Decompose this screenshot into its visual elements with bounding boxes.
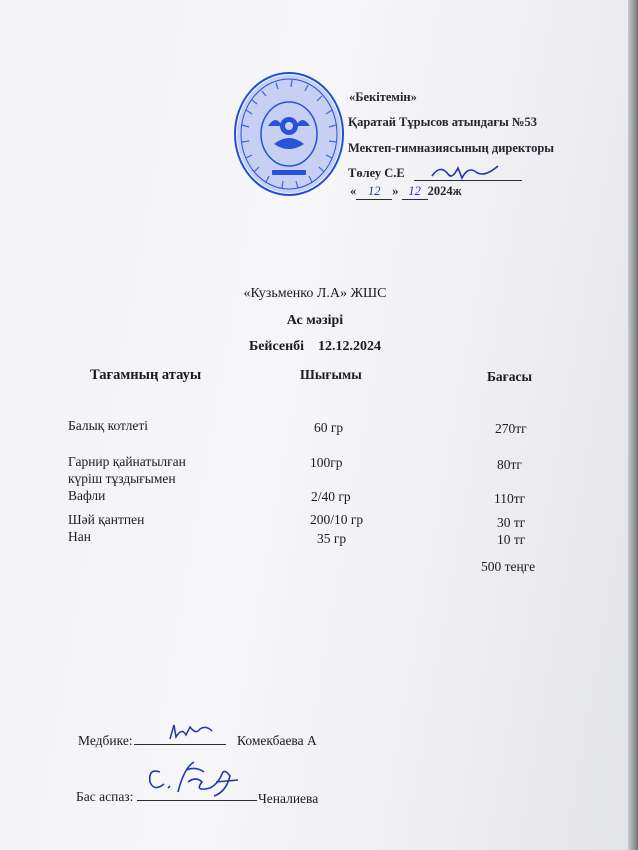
menu-day-date: [0, 339, 630, 355]
date-year: 2024ж: [427, 184, 462, 198]
header-dish-name: Тағамның атауы: [90, 367, 202, 383]
company-name: «Кузьменко Л.А» ЖШС: [243, 286, 387, 301]
row-2-name-cont: күріш тұздығымен: [68, 471, 176, 486]
day-name: Бейсенбі: [248, 339, 305, 354]
row-4-name: Шәй қантпен: [68, 512, 145, 527]
row-2-yield: 100гр: [310, 455, 343, 470]
menu-date: 12.12.2024: [318, 339, 382, 354]
cook-label: Бас аспаз:: [76, 789, 134, 804]
approval-position: Мектеп-гимназиясының директоры: [348, 141, 555, 155]
header-yield: Шығымы: [300, 367, 362, 382]
row-2-price: 80тг: [497, 457, 522, 472]
cook-name: Ченалиева: [258, 791, 319, 806]
row-3-yield: 2/40 гр: [311, 489, 351, 504]
row-3-price: 110тг: [494, 491, 526, 506]
row-4-price: 30 тг: [497, 515, 526, 530]
official-seal-stamp: [232, 70, 346, 198]
row-5-price: 10 тг: [497, 532, 526, 547]
row-2-name: Гарнир қайнатылған: [68, 454, 186, 469]
nurse-name: Комекбаева А: [237, 733, 317, 748]
row-1-yield: 60 гр: [314, 420, 344, 435]
date-month: 12: [402, 184, 428, 200]
row-1-price: 270тг: [495, 421, 527, 436]
row-5-yield: 35 гр: [317, 531, 347, 546]
nurse-label: Медбике:: [78, 733, 133, 748]
director-signature: [430, 160, 500, 184]
row-5-name: Нан: [68, 529, 91, 544]
page-edge-shadow: [628, 0, 638, 850]
approval-date-row: [350, 184, 462, 200]
row-3-name: Вафли: [68, 488, 106, 503]
approval-title: «Бекітемін»: [349, 90, 417, 104]
nurse-signature: [166, 721, 216, 745]
approval-director-name: Төлеу С.Е: [348, 166, 405, 180]
header-price: Бағасы: [487, 369, 533, 384]
row-4-yield: 200/10 гр: [310, 512, 364, 527]
date-close-quote: »: [392, 184, 399, 198]
date-day: 12: [356, 184, 392, 200]
menu-title: Ас мәзірі: [286, 313, 344, 328]
date-open-quote: «: [350, 184, 357, 198]
row-1-name: Балық котлеті: [68, 418, 148, 433]
cook-signature: [138, 758, 248, 802]
approval-school: Қаратай Тұрысов атындағы №53: [348, 115, 537, 129]
menu-total: 500 теңге: [481, 559, 536, 574]
